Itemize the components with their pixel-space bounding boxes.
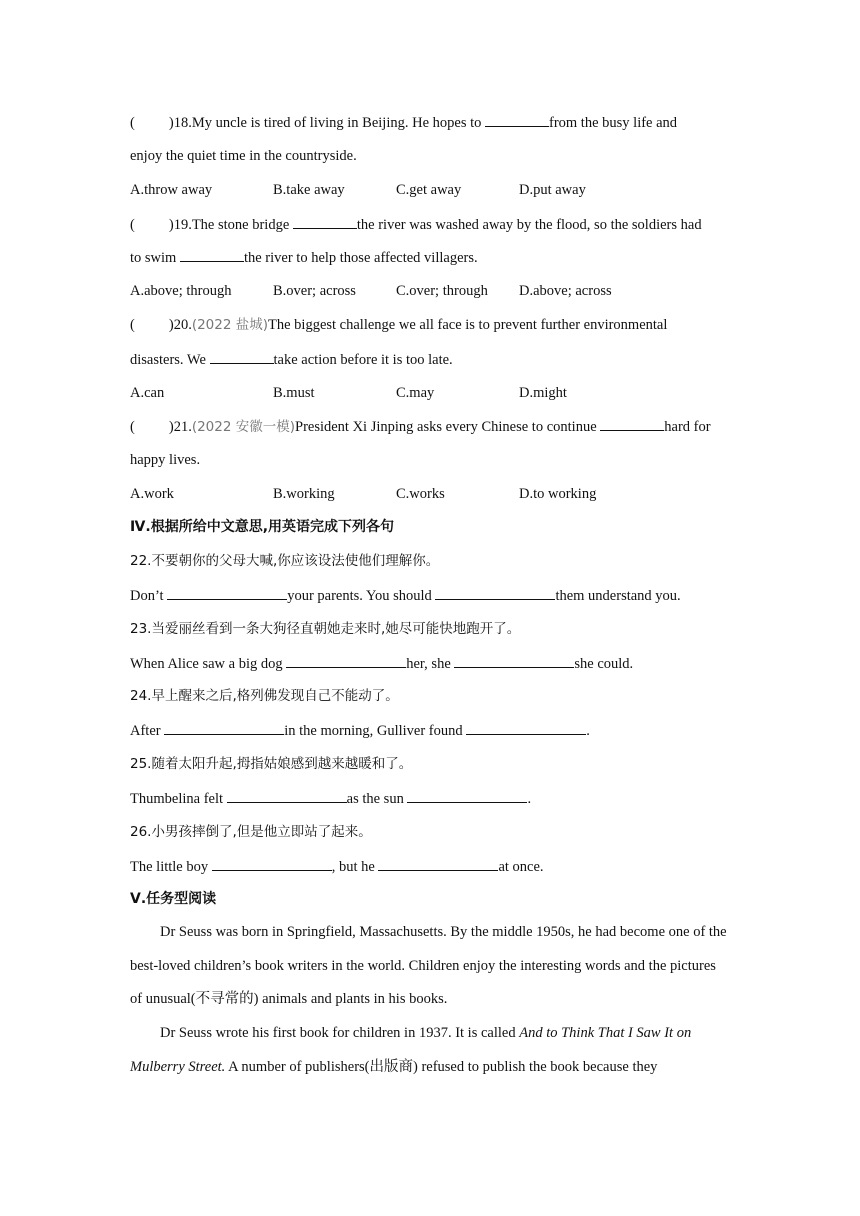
question-18-line2: enjoy the quiet time in the countryside. xyxy=(130,148,357,164)
item-23-english: When Alice saw a big dog her, she she could. xyxy=(130,653,633,674)
reading-paragraph-2: Dr Seuss wrote his first book for children in 1937. It is called And to Think That I Saw It on Mulberry Street. A number of publishers(出版商) refused to publish the book because they xyxy=(130,1025,692,1075)
item-25-english: Thumbelina felt as the sun . xyxy=(130,788,531,809)
answer-blank[interactable] xyxy=(600,416,664,431)
item-22-english: Don’t your parents. You should them understand you. xyxy=(130,585,681,606)
answer-blank[interactable] xyxy=(407,788,527,803)
option-c: C.works xyxy=(396,486,445,502)
answer-blank[interactable] xyxy=(164,720,284,735)
question-21-line1: ( )21.(2022 安徽一模)President Xi Jinping asks every Chinese to continue hard for xyxy=(130,416,711,437)
option-b: B.must xyxy=(273,385,315,401)
item-25-chinese: 25.随着太阳升起,拇指姑娘感到越来越暖和了。 xyxy=(130,756,413,772)
question-20-line2: disasters. We take action before it is too late. xyxy=(130,349,453,370)
option-c: C.over; through xyxy=(396,283,488,299)
option-d: D.to working xyxy=(519,486,597,502)
answer-blank[interactable] xyxy=(435,585,555,600)
answer-blank[interactable] xyxy=(167,585,287,600)
item-26-english: The little boy , but he at once. xyxy=(130,856,544,877)
item-23-chinese: 23.当爱丽丝看到一条大狗径直朝她走来时,她尽可能快地跑开了。 xyxy=(130,621,521,637)
item-22-chinese: 22.不要朝你的父母大喊,你应该设法使他们理解你。 xyxy=(130,553,440,569)
answer-blank[interactable] xyxy=(466,720,586,735)
answer-blank[interactable] xyxy=(227,788,347,803)
option-b: B.take away xyxy=(273,182,345,198)
answer-blank[interactable] xyxy=(212,856,332,871)
option-d: D.put away xyxy=(519,182,586,198)
option-b: B.over; across xyxy=(273,283,356,299)
item-24-chinese: 24.早上醒来之后,格列佛发现自己不能动了。 xyxy=(130,688,399,704)
book-title: And to Think That I Saw It on Mulberry Street. xyxy=(130,1025,692,1075)
question-18-line1: ( )18.My uncle is tired of living in Beijing. He hopes to from the busy life and xyxy=(130,112,677,133)
section-4-title: Ⅳ.根据所给中文意思,用英语完成下列各句 xyxy=(130,519,395,535)
answer-blank[interactable] xyxy=(210,349,274,364)
question-source: (2022 盐城) xyxy=(191,317,268,333)
answer-blank[interactable] xyxy=(180,247,244,262)
option-c: C.may xyxy=(396,385,435,401)
question-20-line1: ( )20.(2022 盐城)The biggest challenge we all face is to prevent further environmental xyxy=(130,317,668,333)
option-a: A.throw away xyxy=(130,182,213,198)
answer-blank[interactable] xyxy=(286,653,406,668)
question-19-line2: to swim the river to help those affected villagers. xyxy=(130,247,478,268)
answer-blank[interactable] xyxy=(378,856,498,871)
item-24-english: After in the morning, Gulliver found . xyxy=(130,720,590,741)
option-d: D.above; across xyxy=(519,283,612,299)
answer-blank[interactable] xyxy=(293,214,357,229)
question-source: (2022 安徽一模) xyxy=(191,419,295,435)
answer-blank[interactable] xyxy=(454,653,574,668)
option-a: A.above; through xyxy=(130,283,232,299)
option-a: A.work xyxy=(130,486,174,502)
question-21-line2: happy lives. xyxy=(130,452,201,468)
option-c: C.get away xyxy=(396,182,462,198)
reading-paragraph-1: Dr Seuss was born in Springfield, Massachusetts. By the middle 1950s, he had become one of the best-loved children’s book writers in the world. Children enjoy the interesting words and the pictures of unusual(不寻常的) animals and plants in his books. xyxy=(130,924,727,1008)
option-b: B.working xyxy=(273,486,335,502)
item-26-chinese: 26.小男孩摔倒了,但是他立即站了起来。 xyxy=(130,824,372,840)
option-a: A.can xyxy=(130,385,165,401)
question-19-line1: ( )19.The stone bridge the river was washed away by the flood, so the soldiers had xyxy=(130,214,702,235)
answer-blank[interactable] xyxy=(485,112,549,127)
option-d: D.might xyxy=(519,385,567,401)
section-5-title: Ⅴ.任务型阅读 xyxy=(130,891,217,907)
